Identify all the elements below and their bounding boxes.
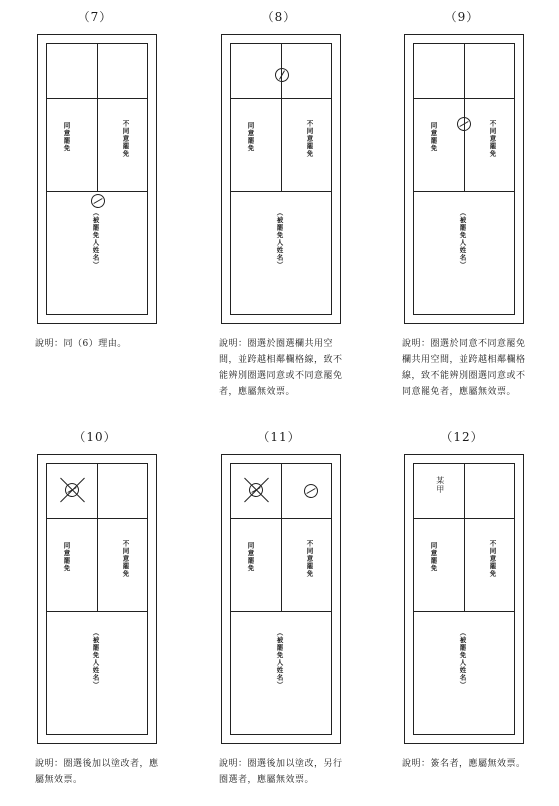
disagree-label: 不同意罷免 [305,540,314,578]
agree-label: 同意罷免 [246,542,255,572]
ballot-diagram [404,34,524,324]
agree-label: 同意罷免 [429,122,438,152]
disagree-label: 不同意罷免 [488,120,497,158]
agree-label: 同意罷免 [62,542,71,572]
panel-number: （12） [440,430,484,444]
panel-caption: 說明：同（6）理由。 [35,339,127,349]
stamp-mark [272,65,291,84]
second-stamp-mark [301,481,320,500]
name-label: （被罷免人姓名） [275,209,284,269]
name-label: （被罷免人姓名） [458,629,467,689]
ballot-diagram [221,34,341,324]
stamp-mark [454,114,473,133]
ballot-diagram [37,454,157,744]
cross-out-mark [242,476,270,504]
panel-caption: 說明：圈選後加以塗改者，應屬無效票。 [35,759,159,785]
panel-caption: 說明：簽名者，應屬無效票。 [402,759,526,769]
disagree-label: 不同意罷免 [121,540,130,578]
ballot-diagram [37,34,157,324]
stamp-mark [88,191,107,210]
panel-number: （9） [444,10,480,24]
agree-label: 同意罷免 [429,542,438,572]
disagree-label: 不同意罷免 [305,120,314,158]
disagree-label: 不同意罷免 [488,540,497,578]
disagree-label: 不同意罷免 [121,120,130,158]
name-label: （被罷免人姓名） [91,629,100,689]
name-label: （被罷免人姓名） [275,629,284,689]
panel-caption: 說明：圈選於同意不同意罷免欄共用空間，並跨越相鄰欄格線，致不能辨別圈選同意或不同意罷免者，應屬無效票。 [402,339,526,397]
ballot-diagram [404,454,524,744]
agree-label: 同意罷免 [246,122,255,152]
signature-text: 某甲 [435,476,445,494]
panel-caption: 說明：圈選於圈選欄共用空間，並跨越相鄰欄格線，致不能辨別圈選同意或不同意罷免者，應屬無效票。 [219,339,343,397]
name-label: （被罷免人姓名） [458,209,467,269]
panel-number: （11） [257,430,301,444]
panel-number: （10） [73,430,117,444]
panel-number: （7） [77,10,113,24]
panel-number: （8） [261,10,297,24]
cross-out-mark [58,476,86,504]
agree-label: 同意罷免 [62,122,71,152]
panel-caption: 說明：圈選後加以塗改，另行圈選者，應屬無效票。 [219,759,343,785]
ballot-diagram [221,454,341,744]
name-label: （被罷免人姓名） [91,209,100,269]
